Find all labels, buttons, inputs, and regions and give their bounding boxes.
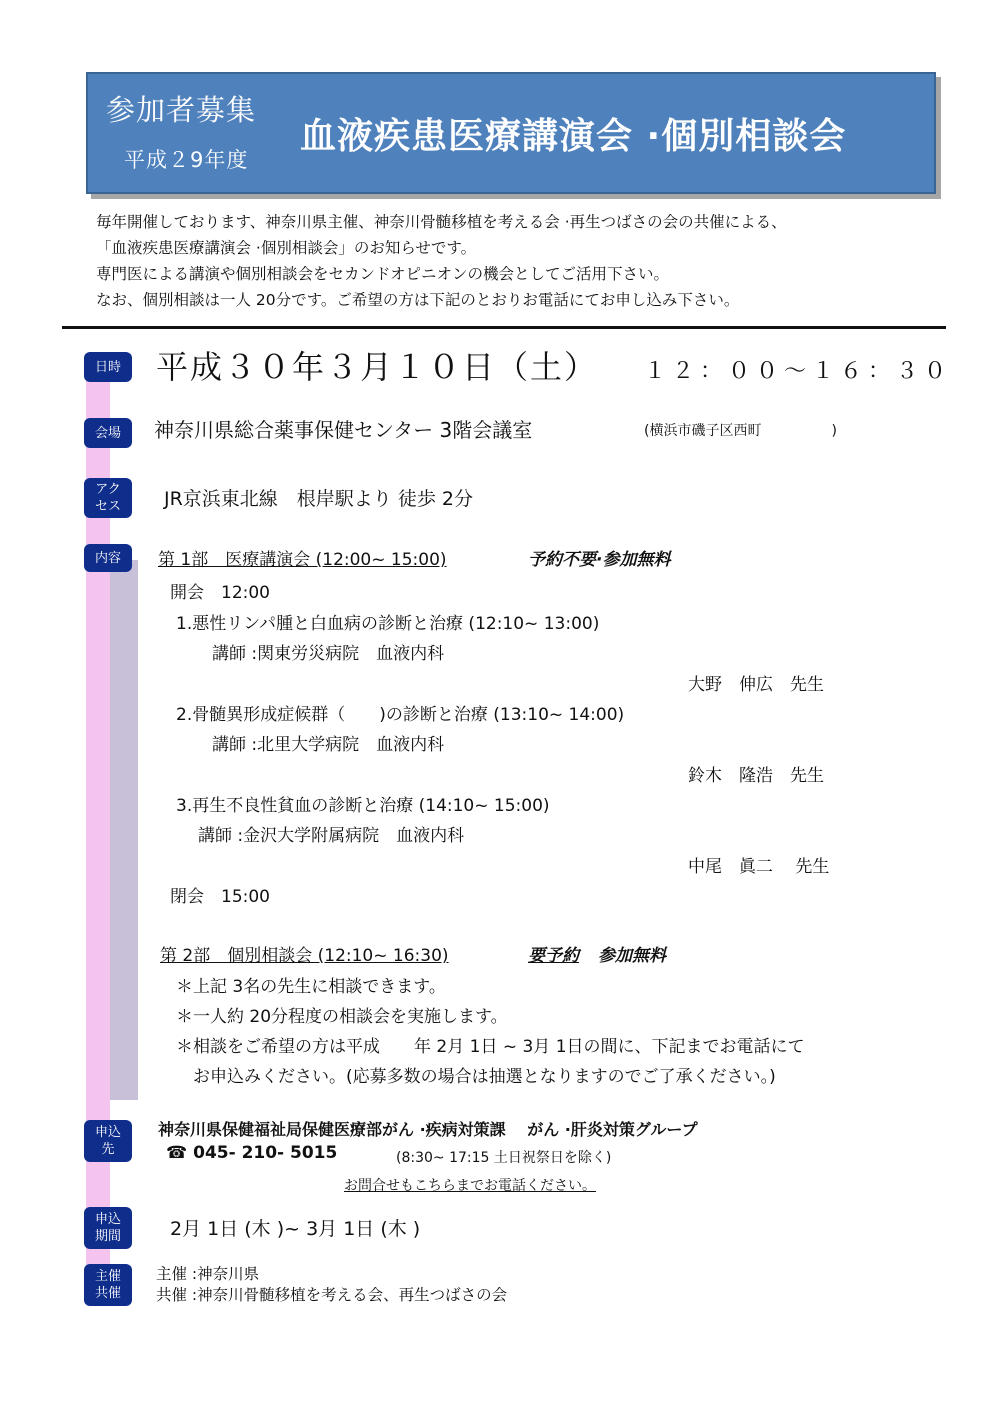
intro-line-4: なお、個別相談は一人 20分です。ご希望の方は下記のとおりお電話にてお申し込み下さい。 — [96, 291, 740, 309]
lecture-2-lecturer: 講師 :北里大学病院 血液内科 — [212, 735, 445, 755]
label-access-line-2: セス — [94, 499, 121, 514]
lecture-1-lecturer: 講師 :関東労災病院 血液内科 — [212, 644, 445, 664]
event-time: １２：００～１６：３０ — [644, 359, 953, 384]
apply-inquiry: お問合せもこちらまでお電話ください。 — [344, 1178, 596, 1194]
venue-name: 神奈川県総合薬事保健センター 3階会議室 — [154, 418, 533, 442]
part1-title: 第 1部 医療講演会 (12:00~ 15:00) — [158, 550, 447, 570]
part2-item-1: ＊上記 3名の先生に相談できます。 — [176, 977, 446, 997]
side-stripe-purple — [110, 560, 138, 1100]
venue-address: (横浜市磯子区西町 ) — [644, 423, 837, 439]
opening-time: 開会 12:00 — [170, 583, 270, 603]
label-access — [84, 478, 132, 518]
lecture-3-lecturer: 講師 :金沢大学附属病院 血液内科 — [198, 826, 465, 846]
part2-note-reservation: 要予約 — [528, 946, 579, 966]
intro-line-1: 毎年開催しております、神奈川県主催、神奈川骨髄移植を考える会 ·再生つばさの会の共催による、 — [96, 213, 787, 231]
apply-phone: 045- 210- 5015 — [193, 1143, 338, 1163]
apply-organization: 神奈川県保健福祉局保健医療部がん ·疾病対策課 がん ·肝炎対策グループ — [158, 1120, 698, 1139]
telephone-icon: ☎ — [166, 1143, 188, 1163]
part2-title: 第 2部 個別相談会 (12:10~ 16:30) — [160, 946, 449, 966]
part2-item-2: ＊一人約 20分程度の相談会を実施します。 — [176, 1007, 508, 1027]
lecture-1-speaker: 大野 伸広 先生 — [688, 675, 824, 695]
fiscal-year: 平成２9年度 — [124, 148, 249, 172]
apply-hours: (8:30~ 17:15 土日祝祭日を除く) — [396, 1150, 612, 1166]
lecture-3-title: 3.再生不良性貧血の診断と治療 (14:10~ 15:00) — [176, 796, 550, 816]
label-venue: 会場 — [84, 418, 132, 448]
label-apply — [84, 1120, 132, 1162]
label-apply-line-1: 申込 — [94, 1125, 121, 1140]
co-organizer: 共催 :神奈川骨髄移植を考える会、再生つばさの会 — [156, 1286, 508, 1304]
lecture-1-title: 1.悪性リンパ腫と白血病の診断と治療 (12:10~ 13:00) — [176, 614, 600, 634]
label-host-line-2: 共催 — [94, 1286, 121, 1301]
lecture-3-speaker: 中尾 眞二 先生 — [688, 857, 830, 877]
label-period — [84, 1207, 132, 1249]
organizer: 主催 :神奈川県 — [156, 1265, 260, 1283]
intro-line-2: 「血液疾患医療講演会 ·個別相談会」のお知らせです。 — [96, 239, 477, 257]
label-period-line-1: 申込 — [94, 1212, 121, 1227]
label-host-line-1: 主催 — [94, 1269, 121, 1284]
event-date: 平成３０年３月１０日（土） — [156, 348, 599, 386]
label-apply-line-2: 先 — [101, 1142, 115, 1157]
lecture-2-title: 2.骨髄異形成症候群（ )の診断と治療 (13:10~ 14:00) — [176, 705, 625, 725]
part2-note-free: 参加無料 — [598, 946, 666, 966]
label-content: 内容 — [84, 544, 132, 572]
lecture-2-speaker: 鈴木 隆浩 先生 — [688, 766, 824, 786]
label-period-line-2: 期間 — [94, 1229, 121, 1244]
divider — [62, 326, 946, 329]
recruit-heading: 参加者募集 — [106, 93, 257, 127]
event-title: 血液疾患医療講演会 ·個別相談会 — [300, 116, 847, 157]
part1-note: 予約不要·参加無料 — [528, 550, 671, 570]
part2-item-4: お申込みください。(応募多数の場合は抽選となりますのでご了承ください。) — [176, 1067, 776, 1087]
apply-phone-row — [166, 1143, 337, 1163]
application-period: 2月 1日 (木 )~ 3月 1日 (木 ) — [170, 1218, 421, 1240]
access-text: JR京浜東北線 根岸駅より 徒歩 2分 — [164, 488, 473, 510]
part2-item-3: ＊相談をご希望の方は平成 年 2月 1日 ~ 3月 1日の間に、下記までお電話にて — [176, 1037, 805, 1057]
label-access-line-1: アク — [95, 482, 121, 497]
label-host — [84, 1264, 132, 1306]
closing-time: 閉会 15:00 — [170, 887, 270, 907]
intro-line-3: 専門医による講演や個別相談会をセカンドオピニオンの機会としてご活用下さい。 — [96, 265, 670, 283]
label-datetime: 日時 — [84, 352, 132, 382]
